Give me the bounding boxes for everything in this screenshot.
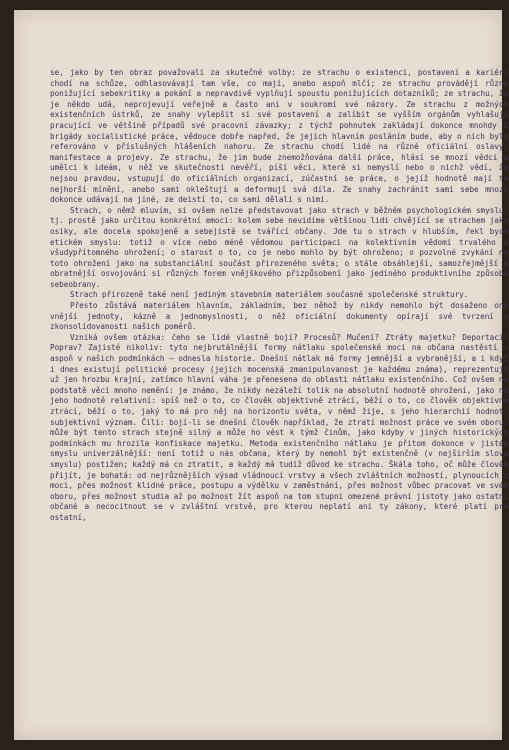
paragraph: Strach přirozeně také není jediným stavebním materiálem současné společenské struktury. bbox=[70, 290, 469, 300]
paragraph: Přesto zůstává materiálem hlavním, základním, bez něhož by nikdy nemohlo být dosaženo oné vnější jednoty, kázně a jednomyslnosti, o něž oficiální dokumenty opírají své tvrzení o zkonsolidovanosti našich poměrů. bbox=[50, 301, 508, 332]
typewritten-page bbox=[14, 10, 508, 740]
paragraph: Vzniká ovšem otázka: čeho se lidé vlastně bojí? Procesů? Mučení? Ztráty majetku? Deportací? Poprav? Zajisté nikoliv: tyto nejbrutálnější formy nátlaku společenské moci na občana nastěstí – aspoň v našich podmínkách – odnesla historie. Dnešní nátlak má formy jemnější a vybranější, a i když i dnes existují politické procesy (jejich mocenská zmanipulovanost je každému známa), reprezentují už jen hrozbu krajní, zatímco hlavní váha je přenesena do oblasti nátlaku existenčního. Což ovšem na podstatě věci mnoho nemění: je známo, že nikdy nezáleží tolik na absolutní hodnotě ohrožení, jako na jeho hodnotě relativní: spíš než o to, co člověk objektivně ztrácí, běží o to, co člověk objektivně ztrácí, běží o to, jaký to má pro něj na horizontu světa, v němž žije, s jeho hierarchií hodnot-subjektivní význam. Čili: bojí-li se dnešní člověk například, že ztratí možnost práce ve svém oboru, může být tento strach stejně silný a může ho vést k týmž činům, jako kdyby v jiných historických podmínkách mu hrozila konfiskace majetku. Metoda existenčního nátlaku je přitom dokonce v jistém smyslu univerzálnější: není totiž u nás občana, který by nemohl být existenčně (v nejširším slova smyslu) postižen; každý má co ztratit, a každý má tudíž důvod ke strachu. Škála toho, oč může člověk přijít, je bohatá: od nejrůznějších výsad vládnoucí vrstvy a všech zvláštních možností, plynoucích z moci, přes možnost klidné práce, postupu a výdělku v zaměstnání, přes možnost vůbec pracovat ve svém oboru, přes možnost studia až po možnost žít aspoň na tom stupni omezené právní jistoty jako ostatní občané a necocitnout se v zvláštní vrstvě, pro kterou neplatí ani ty zákony, které platí pro ostatní, bbox=[50, 332, 508, 522]
page-body bbox=[50, 68, 508, 524]
paragraph: se, jako by ten obraz považovali za skutečné volby: ze strachu o existenci, postavení a kariéru chodí na schůze, odhlasovávají tam vše, co mají, anebo aspoň mlčí; ze strachu provádějí různé ponižující sebekritiky a pokání a nepravdivě vyplňují spoustu ponižujících dotazníků; ze strachu, že je někdo udá, neprojevují veřejně a často ani v soukromí své názory. Ze strachu z možných existenčních ústrků, ze snahy vylepšit si své postavení a zalíbit se vyšším orgánům vyhlašují pracující ve většině případů své pracovní závazky; z týchž pohnutek zakládají dokonce mnohdy i brigády socialistické práce, vědouce dobře napřed, že jejich hlavním posláním bude, aby o nich bylo referováno v příslušných hlášeních nahoru. Ze strachu chodí lidé na různé oficiální oslavy, manifestace a projevy. Ze strachu, že jim bude znemožňována další práce, hlásí se mnozí vědci a umělci k ideám, v něž ve skutečnosti nevěří, píší věci, které si nemyslí nebo o nichž vědí, že nejsou pravdou, vstupují do oficiálních organizací, zúčastní se práce, o jejíž hodnotě mají to nejhorší mínění, anebo sami okleštují a deformují svá díla. Ze snahy zachránit sami sebe mnozí dokonce udávají na jiné, ze deistí to, co sami dělali s nimi. bbox=[50, 68, 508, 205]
paragraph: Strach, o němž mluvím, si ovšem nelze představovat jako strach v běžném psychologickém smyslu, tj. prostě jako určitou konkrétní emoci: kolem sebe nevidíme většinou lidi chvějící se strachem jako osiky, ale docela spokojeně a sebejistě se tvářící občany. Jde tu o strach v hlubším, řekl bych etickém smyslu: totiž o více nebo méně vědomou participaci na kolektivním vědomí trvalého a všudypřítomného ohrožení; o starost o to, co je nebo mohlo by být ohroženo; o pozvolné zvykání na toto ohrožení jako na substanciální součást přirozeného světa; o stále obsáhlejší, samozřejmější a obratnější osvojování si různých forem vnějškového přizpůsobení jako jediného produktivního způsobu sebeobrany. bbox=[50, 205, 508, 289]
